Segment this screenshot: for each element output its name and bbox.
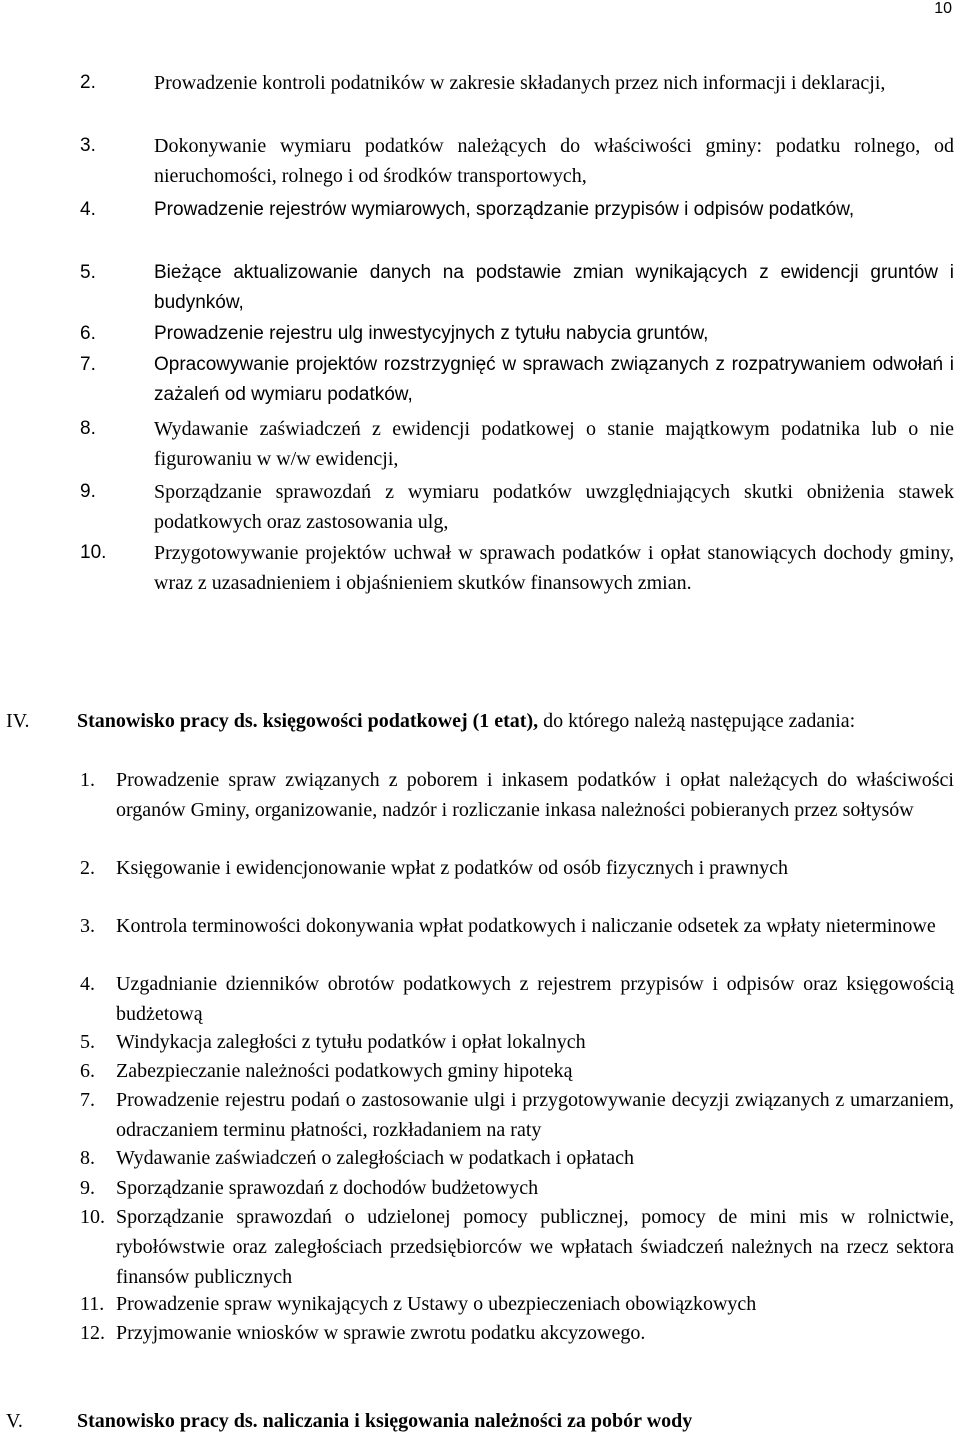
list-item-text: Prowadzenie spraw związanych z poborem i inkasem podatków i opłat należących do właściwości organów Gminy, organizowanie, nadzór i rozliczanie inkasa należności pobieranych przez sołtysów (116, 769, 954, 821)
section-number: V. (6, 1410, 23, 1432)
list-item-number: 7. (80, 1089, 95, 1111)
list-item-number: 5. (80, 262, 96, 283)
list-item-text: Sporządzanie sprawozdań z dochodów budżetowych (116, 1177, 539, 1199)
list-item-number: 10. (80, 1206, 105, 1228)
list-item-number: 9. (80, 1177, 95, 1199)
section-title-rest: do którego należą następujące zadania: (538, 710, 856, 732)
list-item-number: 3. (80, 135, 96, 156)
list-item-text: Prowadzenie rejestrów wymiarowych, sporządzanie przypisów i odpisów podatków, (154, 199, 855, 220)
list-item-text: Przygotowywanie projektów uchwał w sprawach podatków i opłat stanowiących dochody gminy, wraz z uzasadnieniem i objaśnieniem skutków finansowych zmian. (154, 542, 954, 594)
list-item-text: Uzgadnianie dzienników obrotów podatkowych z rejestrem przypisów i odpisów oraz księgowością budżetową (116, 973, 954, 1025)
list-item-text: Zabezpieczanie należności podatkowych gminy hipoteką (116, 1060, 573, 1082)
list-item-text: Prowadzenie rejestru ulg inwestycyjnych z tytułu nabycia gruntów, (154, 323, 709, 344)
section-heading (77, 1406, 954, 1436)
list-item-number: 4. (80, 973, 95, 995)
list-item-text: Sporządzanie sprawozdań z wymiaru podatków uwzględniających skutki obniżenia stawek podatkowych oraz zastosowania ulg, (154, 481, 954, 533)
list-item-text: Prowadzenie spraw wynikających z Ustawy o ubezpieczeniach obowiązkowych (116, 1293, 757, 1315)
list-item-number: 1. (80, 769, 95, 791)
section-title: Stanowisko pracy ds. księgowości podatkowej (1 etat), (77, 710, 539, 732)
list-item-number: 9. (80, 481, 96, 502)
list-item-number: 3. (80, 915, 95, 937)
list-item-number: 10. (80, 542, 107, 563)
list-item-number: 7. (80, 354, 96, 375)
section-title: Stanowisko pracy ds. naliczania i księgowania należności za pobór wody (77, 1410, 693, 1432)
list-item-text: Kontrola terminowości dokonywania wpłat podatkowych i naliczanie odsetek za wpłaty nieterminowe (116, 915, 936, 937)
list-item-text: Bieżące aktualizowanie danych na podstawie zmian wynikających z ewidencji gruntów i budynków, (154, 262, 954, 313)
list-item-text: Prowadzenie rejestru podań o zastosowanie ulgi i przygotowywanie decyzji związanych z umarzaniem, odraczaniem terminu płatności, rozkładaniem na raty (116, 1089, 954, 1141)
list-item-text: Dokonywanie wymiaru podatków należących do właściwości gminy: podatku rolnego, od nieruchomości, rolnego i od środków transportowych, (154, 135, 954, 187)
list-item-text: Opracowywanie projektów rozstrzygnięć w sprawach związanych z rozpatrywaniem odwołań i zażaleń od wymiaru podatków, (154, 354, 954, 405)
list-item-text: Wydawanie zaświadczeń z ewidencji podatkowej o stanie majątkowym podatnika lub o nie figurowaniu w w/w ewidencji, (154, 418, 954, 470)
list-item-number: 2. (80, 72, 96, 93)
section-number: IV. (6, 710, 30, 732)
list-item-text: Windykacja zaległości z tytułu podatków i opłat lokalnych (116, 1031, 586, 1053)
list-item-text: Księgowanie i ewidencjonowanie wpłat z podatków od osób fizycznych i prawnych (116, 857, 789, 879)
list-item-number: 6. (80, 1060, 95, 1082)
list-item-text: Prowadzenie kontroli podatników w zakresie składanych przez nich informacji i deklaracji, (154, 72, 886, 94)
list-item-number: 8. (80, 418, 96, 439)
list-item-number: 11. (80, 1293, 105, 1315)
list-item-number: 4. (80, 199, 96, 220)
list-item-text: Wydawanie zaświadczeń o zaległościach w podatkach i opłatach (116, 1147, 634, 1169)
list-item-number: 6. (80, 323, 96, 344)
list-item-number: 5. (80, 1031, 95, 1053)
section-heading (77, 706, 954, 736)
list-item-text: Sporządzanie sprawozdań o udzielonej pomocy publicznej, pomocy de mini mis w rolnictwie, rybołówstwie oraz zaległościach przedsiębiorców we wpłatach świadczeń należnych na rzecz sektora finansów publicznych (116, 1206, 954, 1288)
list-item-number: 2. (80, 857, 95, 879)
list-item-number: 8. (80, 1147, 95, 1169)
list-item-number: 12. (80, 1322, 105, 1344)
page-number: 10 (934, 0, 952, 17)
list-item-text: Przyjmowanie wniosków w sprawie zwrotu podatku akcyzowego. (116, 1322, 646, 1344)
